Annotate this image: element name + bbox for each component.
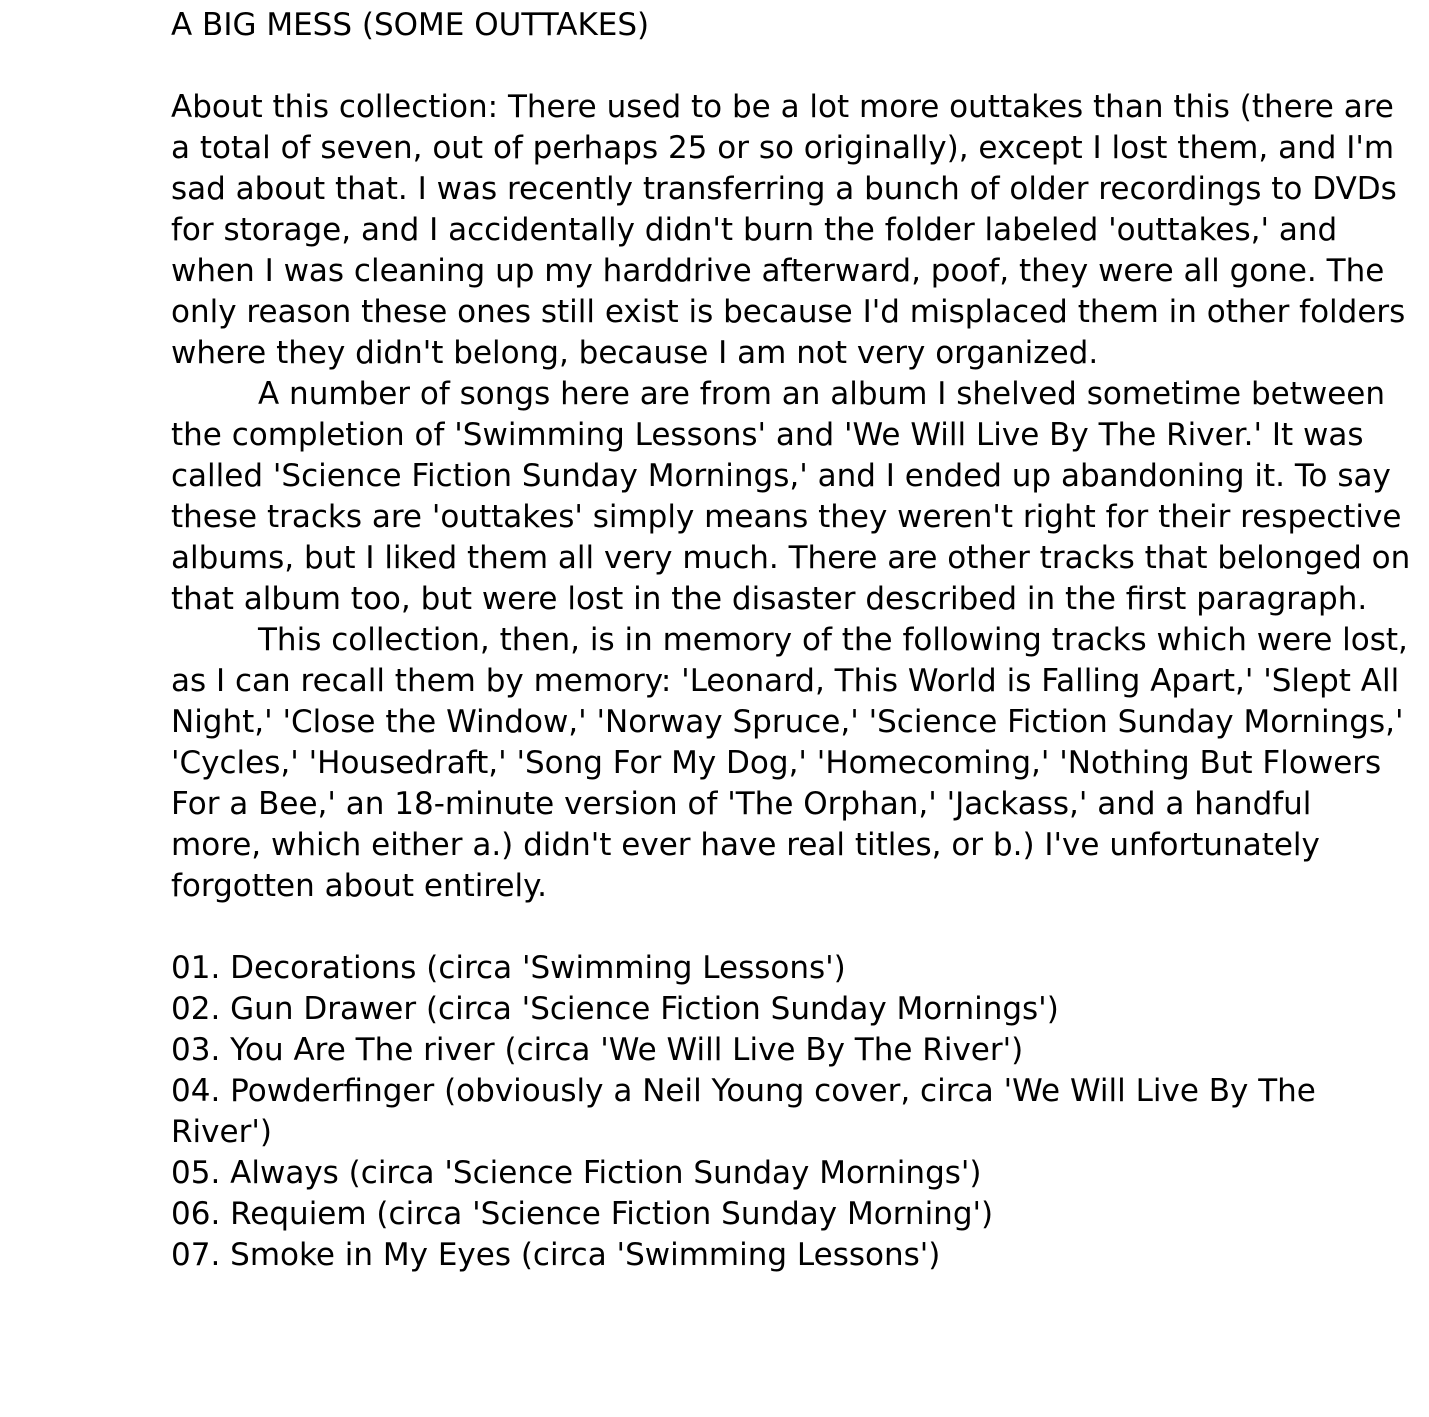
blank-line xyxy=(171,46,1411,87)
track-item: 06. Requiem (circa 'Science Fiction Sunday Morning') xyxy=(171,1196,994,1232)
document-page xyxy=(171,5,1421,1276)
paragraph-intro: About this collection: There used to be a lot more outtakes than this (there are a total of seven, out of perhaps 25 or so originally), except I lost them, and I'm sad about that. I was recently transferring a bunch of older recordings to DVDs for storage, and I accidentally didn't burn the folder labeled 'outtakes,' and when I was cleaning up my harddrive afterward, poof, they were all gone. The only reason these ones still exist is because I'd misplaced them in other folders where they didn't belong, because I am not very organized. xyxy=(171,89,1416,371)
blank-line xyxy=(171,907,1411,948)
track-list xyxy=(171,948,1411,1276)
track-item: 02. Gun Drawer (circa 'Science Fiction Sunday Mornings') xyxy=(171,991,1059,1027)
track-item: 05. Always (circa 'Science Fiction Sunday Mornings') xyxy=(171,1155,982,1191)
paragraph-lost-tracks: This collection, then, is in memory of the following tracks which were lost, as I can recall them by memory: 'Leonard, This World is Falling Apart,' 'Slept All Night,' 'Close the Window,' 'Norway Spruce,' 'Science Fiction Sunday Mornings,' 'Cycles,' 'Housedraft,' 'Song For My Dog,' 'Homecoming,' 'Nothing But Flowers For a Bee,' an 18-minute version of 'The Orphan,' 'Jackass,' and a handful more, which either a.) didn't ever have real titles, or b.) I've unfortunately forgotten about entirely. xyxy=(171,622,1418,904)
paragraph-shelved-album: A number of songs here are from an album I shelved sometime between the completion of 'Swimming Lessons' and 'We Will Live By The River.' It was called 'Science Fiction Sunday Mornings,' and I ended up abandoning it. To say these tracks are 'outtakes' simply means they weren't right for their respective albums, but I liked them all very much. There are other tracks that belonged on that album too, but were lost in the disaster described in the first paragraph. xyxy=(171,376,1421,617)
track-item: 07. Smoke in My Eyes (circa 'Swimming Lessons') xyxy=(171,1237,941,1273)
track-item: 03. You Are The river (circa 'We Will Live By The River') xyxy=(171,1032,1024,1068)
document-title: A BIG MESS (SOME OUTTAKES) xyxy=(171,7,650,43)
track-item: 01. Decorations (circa 'Swimming Lessons') xyxy=(171,950,846,986)
track-item: 04. Powderfinger (obviously a Neil Young cover, circa 'We Will Live By The River') xyxy=(171,1073,1316,1150)
